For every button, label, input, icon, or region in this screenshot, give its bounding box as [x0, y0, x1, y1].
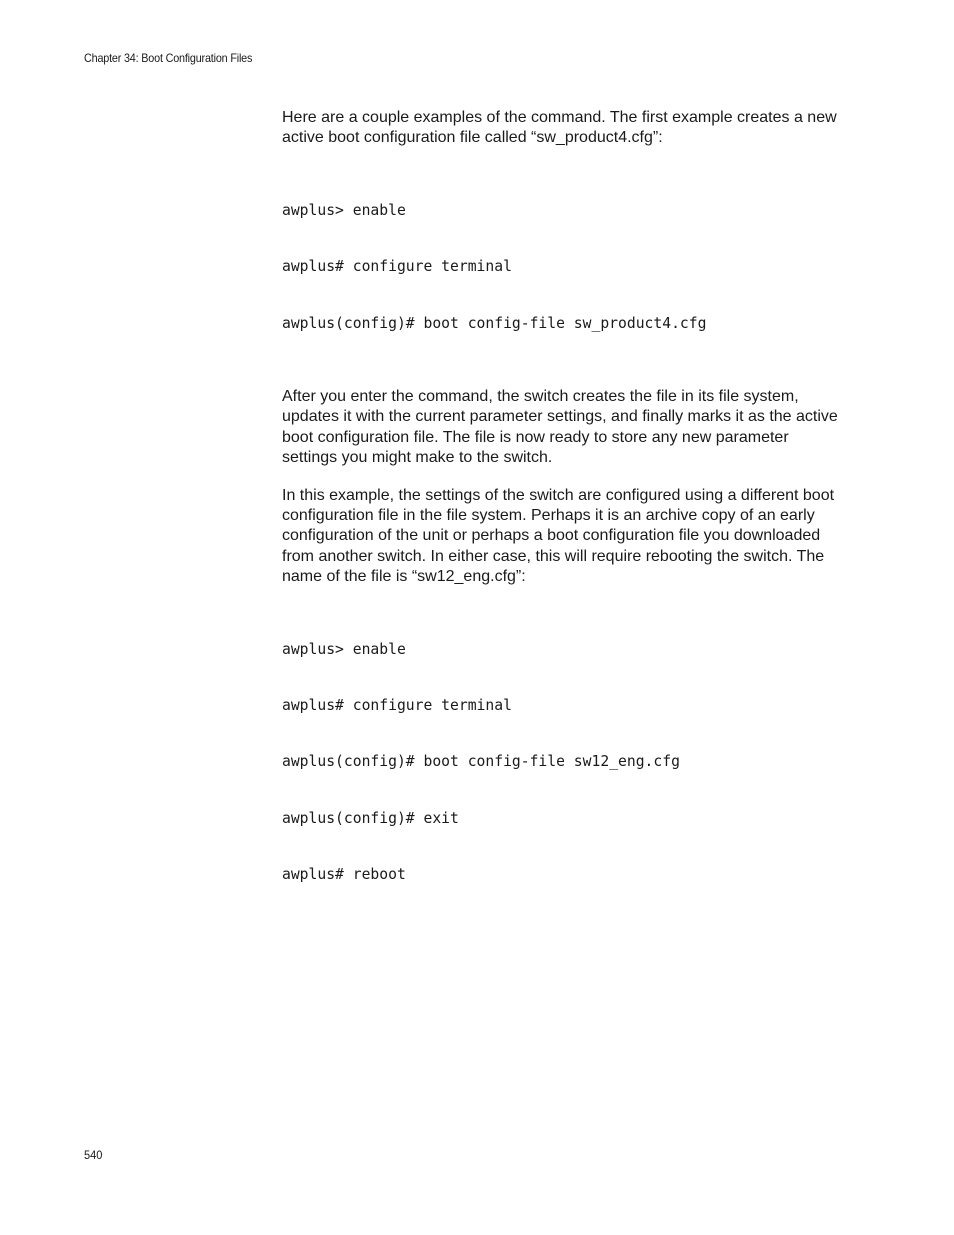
code-line: awplus# configure terminal [282, 696, 512, 714]
code-line: awplus(config)# boot config-file sw_product4.cfg [282, 314, 707, 332]
page-number: 540 [84, 1148, 103, 1162]
code-line: awplus(config)# boot config-file sw12_eng.cfg [282, 753, 680, 771]
code-block-example-1 [282, 164, 844, 371]
code-line: awplus# reboot [282, 866, 406, 884]
code-line: awplus# configure terminal [282, 258, 512, 276]
paragraph-second-example: In this example, the settings of the switch are configured using a different boot configuration file in the file system. Perhaps it is an archive copy of an early configuration of the unit or perhaps a boot configuration file you downloaded from another switch. In either case, this will require rebooting the switch. The name of the file is “sw12_eng.cfg”: [282, 486, 835, 585]
code-line: awplus(config)# exit [282, 809, 459, 827]
paragraph-after-command: After you enter the command, the switch creates the file in its file system, updates it with the current parameter settings, and finally marks it as the active boot configuration file. The file is now ready to store any new parameter settings you might make to the switch. [282, 388, 838, 466]
running-header: Chapter 34: Boot Configuration Files [84, 51, 253, 65]
code-line: awplus> enable [282, 640, 406, 658]
paragraph-intro: Here are a couple examples of the command. The first example creates a new active boot configuration file called “sw_product4.cfg”: [282, 109, 837, 147]
main-content [282, 108, 844, 923]
code-block-example-2 [282, 603, 844, 923]
code-line: awplus> enable [282, 202, 406, 219]
